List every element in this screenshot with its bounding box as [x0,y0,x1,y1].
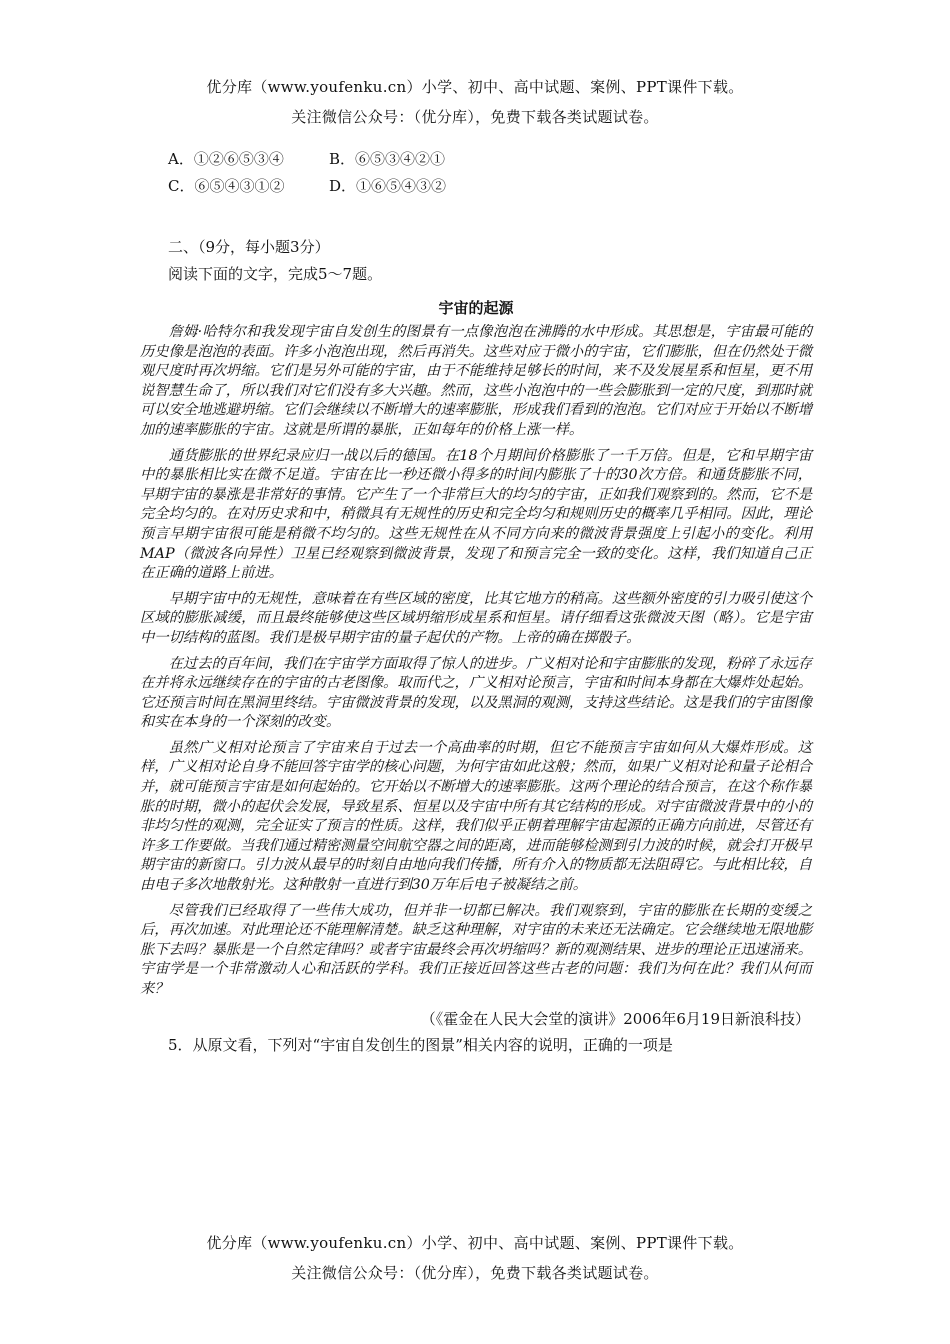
article-title: 宇宙的起源 [438,299,514,317]
section-heading: 二、（9分，每小题3分） [168,238,330,256]
options-row-1 [140,146,812,173]
option-b: B．⑥⑤③④②① [329,150,446,168]
question-5: 5．从原文看，下列对“宇宙自发创生的图景”相关内容的说明，正确的一项是 [168,1035,673,1054]
footer-website-line: 优分库（www.youfenku.cn）小学、初中、高中试题、案例、PPT课件下载。 [206,1234,744,1252]
article-paragraph-4: 在过去的百年间，我们在宇宙学方面取得了惊人的进步。广义相对论和宇宙膨胀的发现，粉碎了永远存在并将永远继续存在的宇宙的古老图像。取而代之，广义相对论预言，宇宙和时间本身都在大爆炸处起始。它还预言时间在黑洞里终结。宇宙微波背景的发现，以及黑洞的观测，支持这些结论。这是我们的宇宙图像和实在本身的一个深刻的改变。 [140,655,812,731]
document-content [140,146,812,1058]
article-source: （《霍金在人民大会堂的演讲》2006年6月19日新浪科技） [420,1009,810,1028]
section-instruction: 阅读下面的文字，完成5～7题。 [168,265,383,283]
header-wechat-line: 关注微信公众号：（优分库），免费下载各类试题试卷。 [291,108,659,126]
article-paragraph-3: 早期宇宙中的无规性，意味着在有些区域的密度，比其它地方的稍高。这些额外密度的引力吸引使这个区域的膨胀减缓，而且最终能够使这些区域坍缩形成星系和恒星。请仔细看这张微波天图（略）。它是宇宙中一切结构的蓝图。我们是极早期宇宙的量子起伏的产物。上帝的确在掷骰子。 [140,590,812,646]
option-d: D．①⑥⑤④③② [329,177,447,195]
article-paragraph-5: 虽然广义相对论预言了宇宙来自于过去一个高曲率的时期，但它不能预言宇宙如何从大爆炸形成。这样，广义相对论自身不能回答宇宙学的核心问题，为何宇宙如此这般；然而，如果广义相对论和量子论相合并，就可能预言宇宙是如何起始的。它开始以不断增大的速率膨胀。这两个理论的结合预言，在这个称作暴胀的时期，微小的起伏会发展，导致星系、恒星以及宇宙中所有其它结构的形成。对宇宙微波背景中的小的非均匀性的观测，完全证实了预言的性质。这样，我们似乎正朝着理解宇宙起源的正确方向前进，尽管还有许多工作要做。当我们通过精密测量空间航空器之间的距离，进而能够检测到引力波的时候，就会打开极早期宇宙的新窗口。引力波从最早的时刻自由地向我们传播，所有介入的物质都无法阻碍它。与此相比较，自由电子多次地散射光。这种散射一直进行到30万年后电子被凝结之前。 [140,739,812,894]
option-c: C．⑥⑤④③①② [168,177,285,195]
option-a: A．①②⑥⑤③④ [168,150,284,168]
options-row-2 [140,173,812,200]
article-paragraph-2: 通货膨胀的世界纪录应归一战以后的德国。在18个月期间价格膨胀了一千万倍。但是，它和早期宇宙中的暴胀相比实在微不足道。宇宙在比一秒还微小得多的时间内膨胀了十的30次方倍。和通货膨胀不同，早期宇宙的暴涨是非常好的事情。它产生了一个非常巨大的均匀的宇宙，正如我们观察到的。然而，它不是完全均匀的。在对历史求和中，稍微具有无规性的历史和完全均匀和规则历史的概率几乎相同。因此，理论预言早期宇宙很可能是稍微不均匀的。这些无规性在从不同方向来的微波背景强度上引起小的变化。利用MAP（微波各向异性）卫星已经观察到微波背景，发现了和预言完全一致的变化。这样，我们知道自己正在正确的道路上前进。 [140,447,812,582]
article-paragraph-1: 詹姆·哈特尔和我发现宇宙自发创生的图景有一点像泡泡在沸腾的水中形成。其思想是，宇宙最可能的历史像是泡泡的表面。许多小泡泡出现，然后再消失。这些对应于微小的宇宙，它们膨胀，但在仍然处于微观尺度时再次坍缩。它们是另外可能的宇宙，由于不能维持足够长的时间，来不及发展星系和恒星，更不用说智慧生命了，所以我们对它们没有多大兴趣。然而，这些小泡泡中的一些会膨胀到一定的尺度，到那时就可以安全地逃避坍缩。它们会继续以不断增大的速率膨胀，形成我们看到的泡泡。它们对应于开始以不断增加的速率膨胀的宇宙。这就是所谓的暴胀，正如每年的价格上涨一样。 [140,324,812,438]
article-paragraph-6: 尽管我们已经取得了一些伟大成功，但并非一切都已解决。我们观察到，宇宙的膨胀在长期的变缓之后，再次加速。对此理论还不能理解清楚。缺乏这种理解，对宇宙的未来还无法确定。它会继续地无限地膨胀下去吗？暴胀是一个自然定律吗？或者宇宙最终会再次坍缩吗？新的观测结果、进步的理论正迅速涌来。宇宙学是一个非常激动人心和活跃的学科。我们正接近回答这些古老的问题：我们为何在此？我们从何而来？ [140,902,812,997]
header-website-line: 优分库（www.youfenku.cn）小学、初中、高中试题、案例、PPT课件下载。 [206,78,744,96]
footer-wechat-line: 关注微信公众号：（优分库），免费下载各类试题试卷。 [291,1264,659,1282]
